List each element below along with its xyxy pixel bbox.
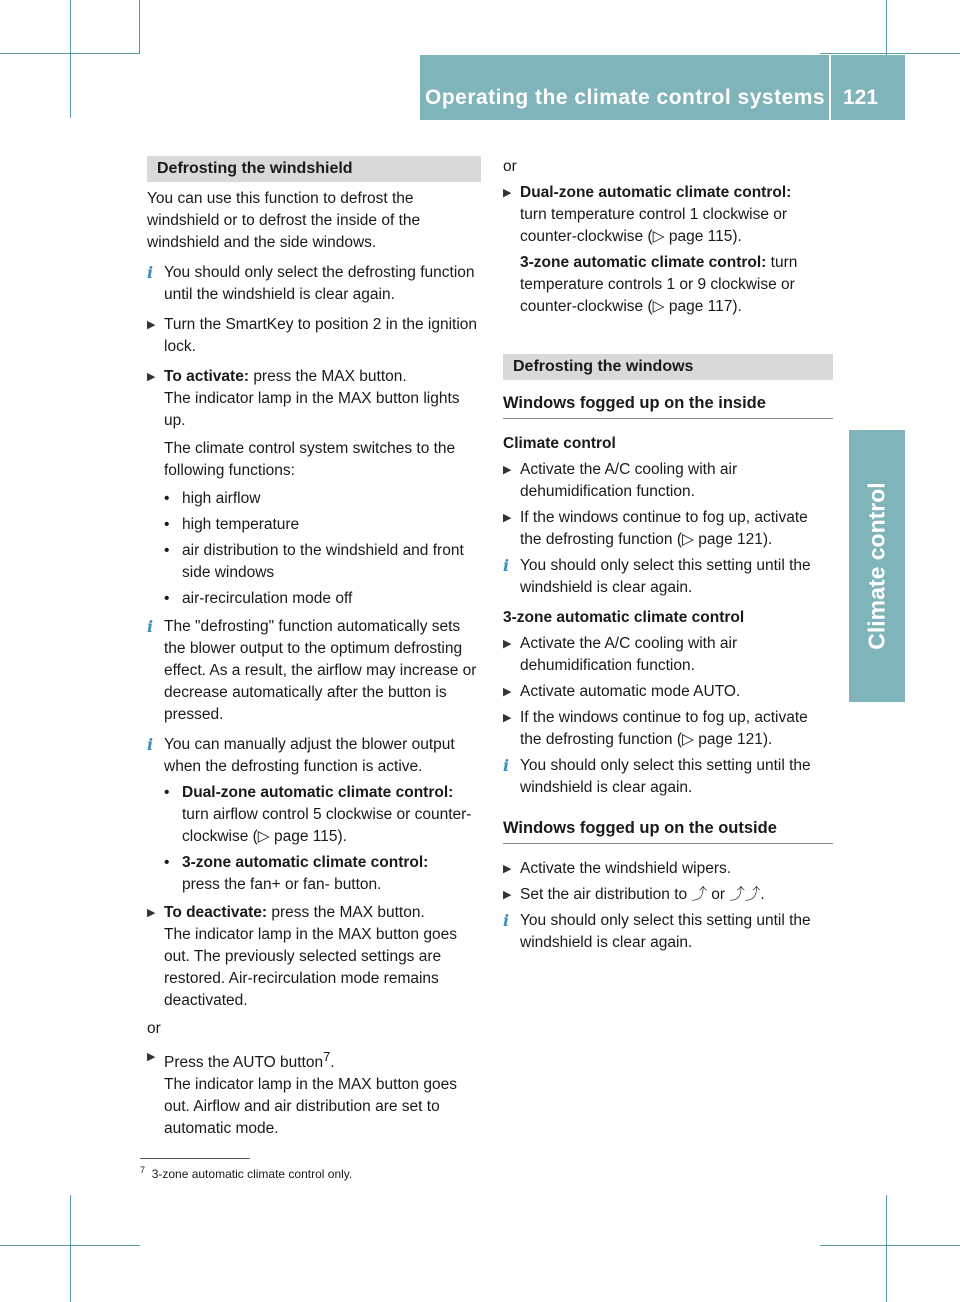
group-heading: Climate control: [503, 435, 616, 452]
left-column: [147, 156, 481, 1140]
step: ▶ Activate the A/C cooling with air dehumidification function.: [503, 459, 833, 503]
footnote: $^7$ 3-zone automatic climate control only.: [140, 1165, 353, 1181]
step: ▶ Activate the windshield wipers.: [503, 858, 833, 880]
info-note: i You should only select this setting until the windshield is clear again.: [503, 556, 811, 596]
crop-mark: [70, 0, 71, 118]
step: ▶ Dual-zone automatic climate control: turn temperature control 1 clockwise or counter-clockwise (▷ page 115).: [503, 182, 833, 248]
info-note: i You should only select the defrosting function until the windshield is clear again.: [147, 263, 475, 303]
info-note: i You should only select this setting until the windshield is clear again.: [503, 756, 811, 796]
list-item: • air-recirculation mode off: [164, 590, 353, 607]
or-text: or: [503, 158, 517, 175]
info-note: i You should only select this setting until the windshield is clear again.: [503, 911, 811, 951]
step: ▶ Set the air distribution to ⤴ or ⤴⤴.: [503, 884, 833, 906]
list-item: • 3-zone automatic climate control: press the fan+ or fan- button.: [164, 854, 429, 893]
side-tab-label: Climate control: [863, 482, 890, 650]
list-item: • Dual-zone automatic climate control: turn airflow control 5 clockwise or counter-clockwise (▷ page 115).: [164, 784, 472, 845]
info-icon: i: [503, 911, 510, 930]
list-item: • air distribution to the windshield and front side windows: [164, 542, 464, 581]
step: ▶ To activate: press the MAX button.: [147, 366, 481, 388]
step-detail: The climate control system switches to the following functions:: [164, 440, 456, 479]
crop-mark: [886, 1195, 887, 1302]
crop-mark: [820, 53, 960, 54]
step: ▶ Press the AUTO button$^7$.: [147, 1046, 481, 1074]
footnote-rule: [140, 1158, 250, 1159]
or-text: or: [147, 1020, 161, 1037]
step: ▶ Turn the SmartKey to position 2 in the ignition lock.: [147, 314, 481, 358]
info-icon: i: [147, 263, 154, 282]
header-divider: [829, 55, 831, 120]
info-note: i You can manually adjust the blower output when the defrosting function is active.: [147, 735, 455, 775]
crop-mark: [70, 1195, 71, 1302]
info-icon: i: [503, 556, 510, 575]
crop-mark: [139, 0, 140, 53]
page-title: Operating the climate control systems: [425, 86, 826, 109]
info-icon: i: [147, 735, 154, 754]
list-item: • high airflow: [164, 490, 261, 507]
right-column: [503, 156, 833, 954]
step-detail: The indicator lamp in the MAX button lights up.: [164, 390, 460, 429]
page-number: 121: [843, 86, 879, 109]
step: ▶ If the windows continue to fog up, activate the defrosting function (▷ page 121).: [503, 707, 833, 751]
step: ▶ If the windows continue to fog up, activate the defrosting function (▷ page 121).: [503, 507, 833, 551]
info-note: i The "defrosting" function automatically sets the blower output to the optimum defrosting effect. As a result, the airflow may increase or decrease automatically after the button is pressed.: [147, 617, 477, 723]
list-item: • high temperature: [164, 516, 300, 533]
step: ▶ To deactivate: press the MAX button.: [147, 902, 481, 924]
group-heading: 3-zone automatic climate control: [503, 609, 745, 626]
step-detail: The indicator lamp in the MAX button goes out. The previously selected settings are restored. Air-recirculation mode remains deactivated.: [164, 926, 457, 1009]
step-detail: The indicator lamp in the MAX button goes out. Airflow and air distribution are set to automatic mode.: [164, 1076, 457, 1138]
step: ▶ Activate automatic mode AUTO.: [503, 681, 833, 703]
intro-text: You can use this function to defrost the windshield or to defrost the inside of the windshield and the side windows.: [147, 190, 421, 251]
subsection-heading: Windows fogged up on the inside: [503, 392, 833, 419]
info-icon: i: [147, 617, 154, 636]
step-detail: 3-zone automatic climate control: turn temperature controls 1 or 9 clockwise or counter-clockwise (▷ page 117).: [520, 254, 798, 315]
subsection-heading: Windows fogged up on the outside: [503, 817, 833, 844]
step: ▶ Activate the A/C cooling with air dehumidification function.: [503, 633, 833, 677]
crop-mark: [820, 1245, 960, 1246]
info-icon: i: [503, 756, 510, 775]
section-heading: Defrosting the windshield: [147, 156, 481, 182]
section-heading: Defrosting the windows: [503, 354, 833, 380]
